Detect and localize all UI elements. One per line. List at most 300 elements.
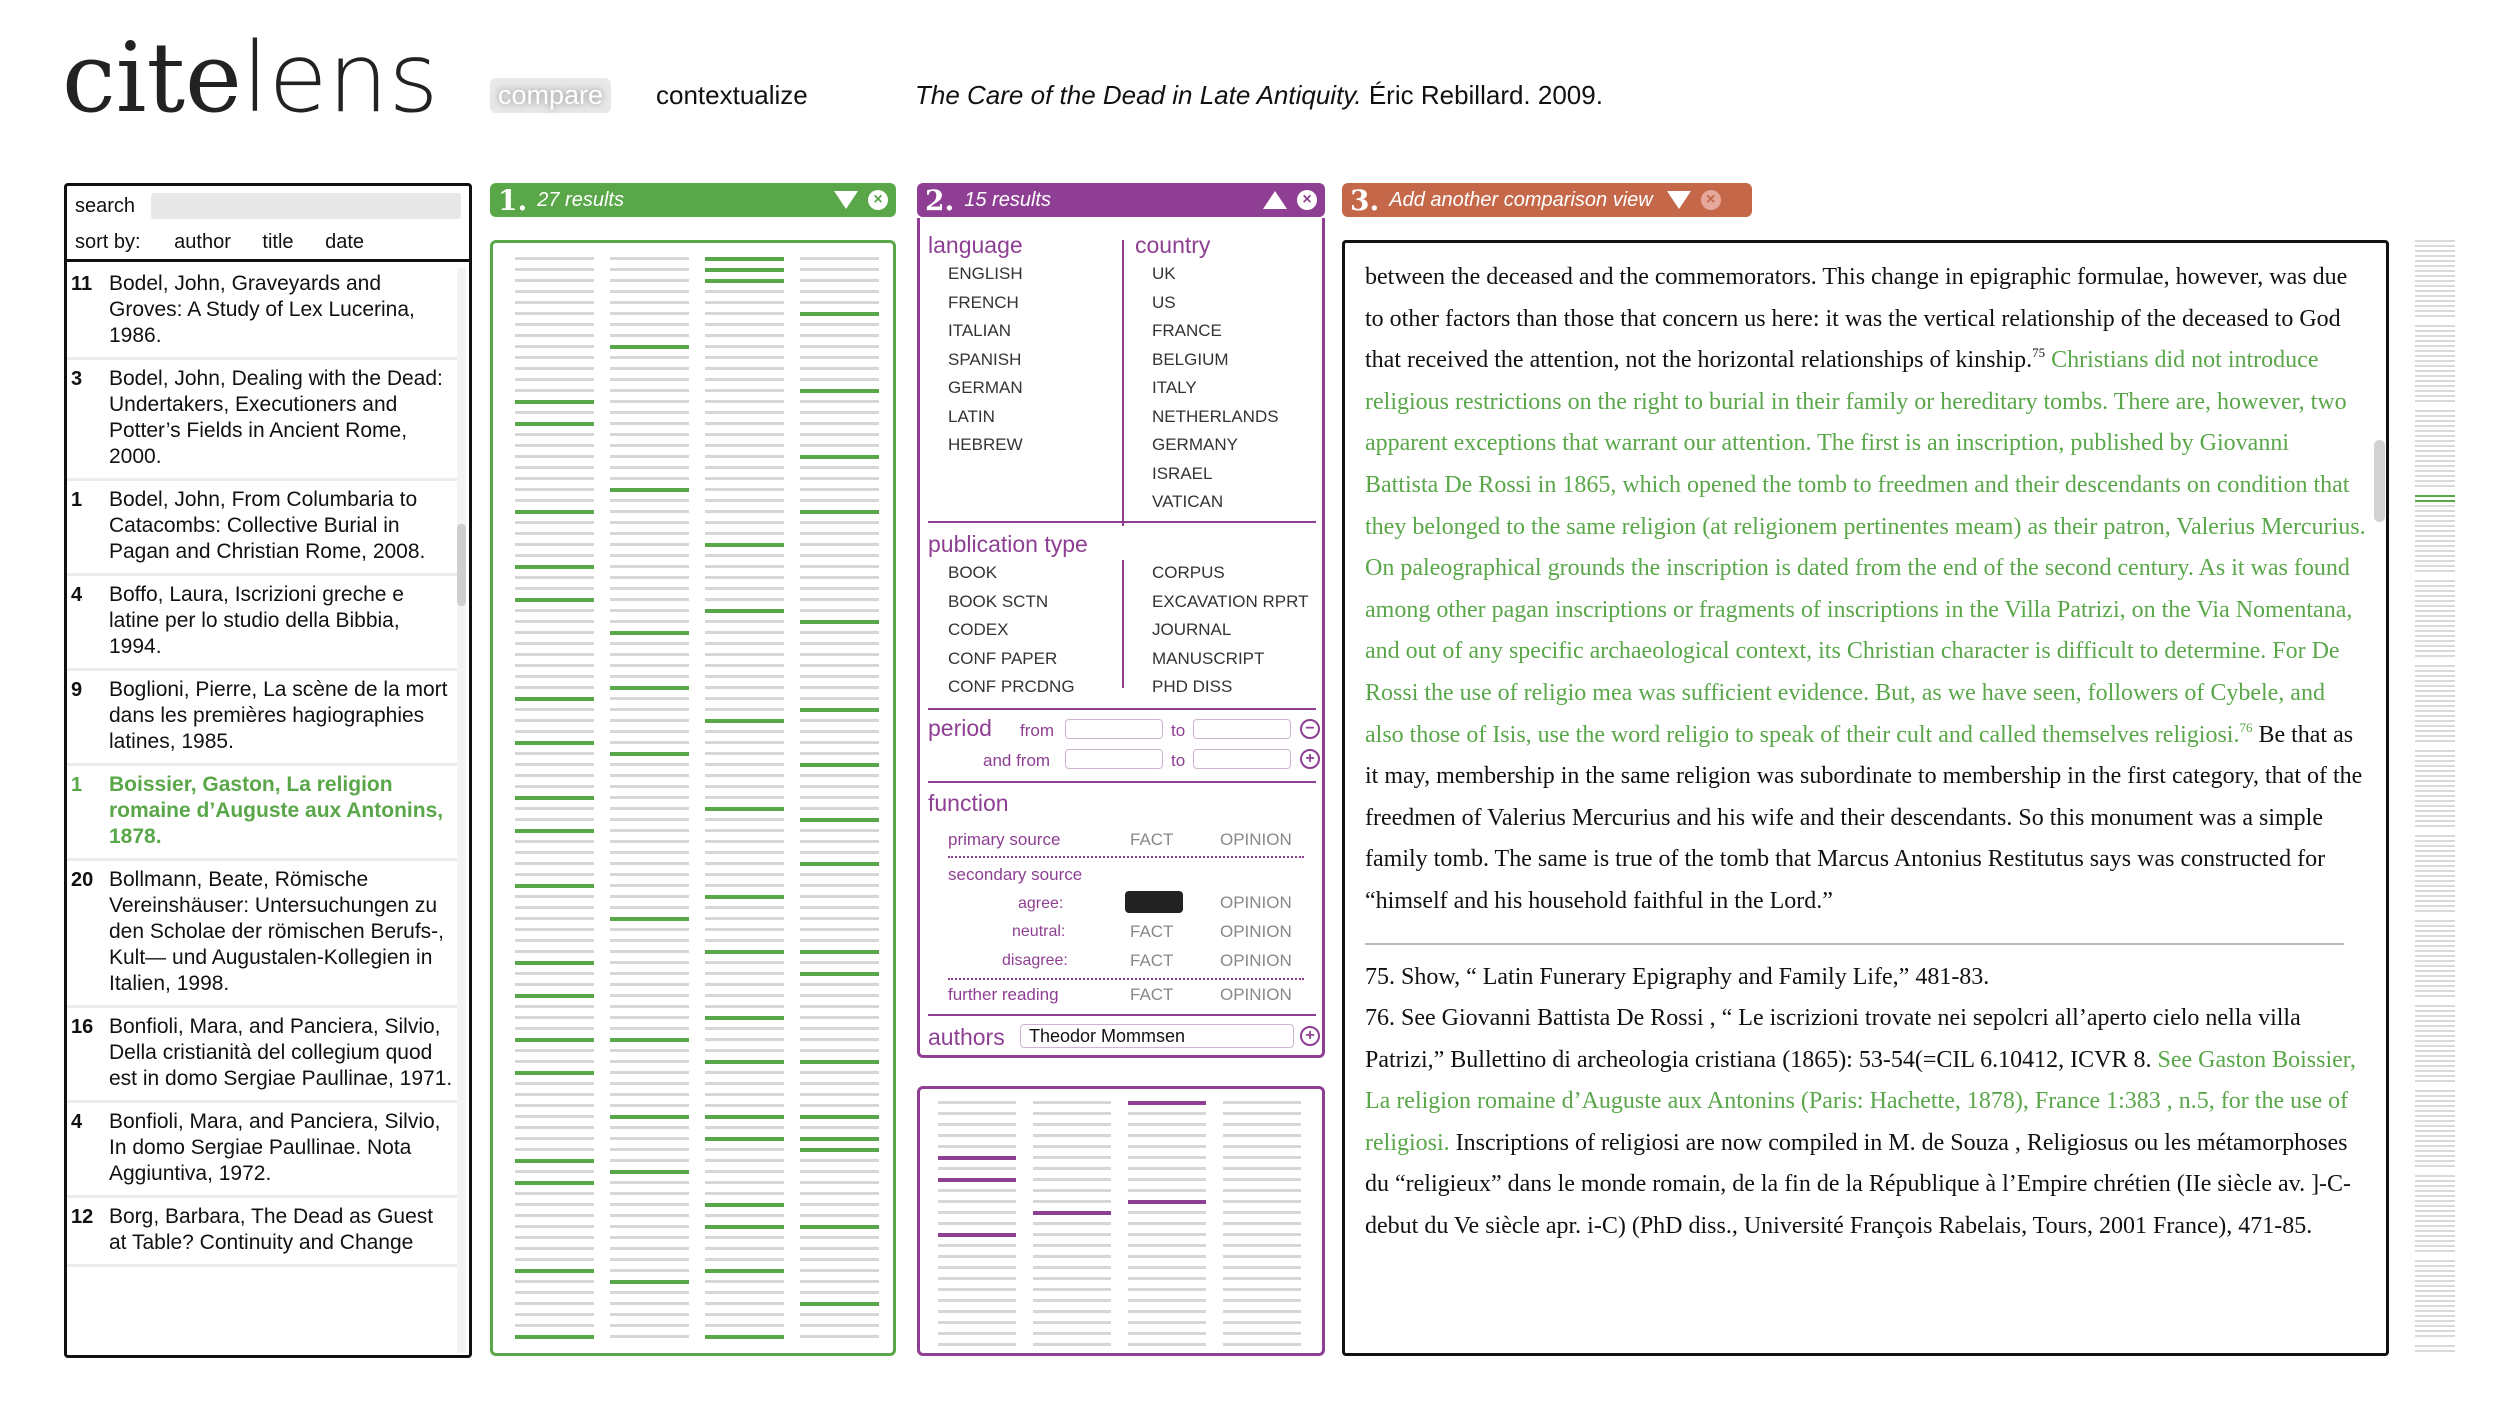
text-line (705, 829, 784, 832)
text-line (515, 1192, 594, 1195)
text-line (610, 400, 689, 403)
text-line (1033, 1233, 1111, 1236)
text-line (800, 840, 879, 843)
text-line (610, 1181, 689, 1184)
text-line (515, 620, 594, 623)
text-line (1128, 1112, 1206, 1115)
minimap-line (2415, 915, 2455, 917)
close-icon[interactable]: × (1297, 190, 1317, 210)
minimap-line (2415, 1115, 2455, 1117)
pubtype-option[interactable]: CONF PRCDNG (948, 677, 1075, 696)
minimap-line (2415, 645, 2455, 647)
minimap-line (2415, 1040, 2455, 1042)
result-count: 16 (71, 1016, 94, 1038)
text-line (705, 521, 784, 524)
text-line (515, 752, 594, 755)
highlight-line (515, 884, 594, 888)
text-line (515, 1148, 594, 1151)
result-item[interactable] (67, 481, 459, 576)
text-line (1033, 1343, 1111, 1346)
minimap-line (2415, 865, 2455, 867)
text-line (1128, 1123, 1206, 1126)
text-line (705, 1126, 784, 1129)
disagree-fact-option[interactable]: FACT (1130, 951, 1174, 970)
period-and-from-input[interactable] (1065, 749, 1163, 769)
highlight-line (515, 697, 594, 701)
text-line (800, 499, 879, 502)
text-line (1033, 1167, 1111, 1170)
view-1-header[interactable] (490, 183, 896, 217)
country-option[interactable]: NETHERLANDS (1152, 406, 1279, 426)
text-line (1033, 1200, 1111, 1203)
highlight-line (800, 708, 879, 712)
search-panel (64, 183, 472, 1358)
minimap-line (2415, 580, 2455, 582)
text-line (705, 565, 784, 568)
text-line (515, 466, 594, 469)
text-line (800, 521, 879, 524)
text-line (515, 1093, 594, 1096)
result-item[interactable] (67, 576, 459, 671)
text-line (515, 730, 594, 733)
text-line (800, 752, 879, 755)
author-filter-input[interactable]: Theodor Mommsen (1020, 1024, 1294, 1048)
text-line (515, 807, 594, 810)
highlight-line (610, 631, 689, 635)
text-line (705, 1093, 784, 1096)
view-1-strip-graphic[interactable] (493, 243, 893, 1353)
text-line (800, 1082, 879, 1085)
text-line (705, 1038, 784, 1041)
text-line (705, 554, 784, 557)
result-count: 12 (71, 1206, 94, 1228)
text-line (515, 257, 594, 260)
text-line (800, 466, 879, 469)
text-line (705, 598, 784, 601)
highlight-line (610, 686, 689, 690)
text-line (1128, 1178, 1206, 1181)
period-to-input[interactable] (1193, 719, 1291, 739)
text-line (515, 609, 594, 612)
neutral-fact-option[interactable]: FACT (1130, 922, 1174, 941)
minimap-line (2415, 570, 2455, 572)
highlight-line (705, 1137, 784, 1141)
result-item[interactable] (67, 671, 459, 766)
text-line (515, 378, 594, 381)
text-line (515, 1005, 594, 1008)
text-paragraph (1365, 257, 2368, 923)
country-option[interactable]: US (1152, 292, 1176, 312)
result-item[interactable] (67, 1198, 459, 1267)
text-line (800, 433, 879, 436)
search-label: search (75, 195, 136, 217)
search-input[interactable] (151, 193, 461, 219)
text-line (800, 1280, 879, 1283)
text-line (800, 1269, 879, 1272)
text-line (800, 719, 879, 722)
highlight-line (705, 1225, 784, 1229)
minimap-line (2415, 415, 2455, 417)
highlight-line (938, 1178, 1016, 1182)
result-item[interactable] (67, 360, 459, 481)
country-option[interactable]: FRANCE (1152, 321, 1222, 340)
minimap-line (2415, 730, 2455, 732)
text-line (705, 411, 784, 414)
pubtype-option[interactable]: EXCAVATION RPRT (1152, 591, 1309, 611)
minimap-line (2415, 1030, 2455, 1032)
text-line (1223, 1101, 1301, 1104)
minimap-line (2415, 800, 2455, 802)
text-line (800, 785, 879, 788)
text-line (610, 939, 689, 942)
language-option[interactable]: HEBREW (948, 435, 1023, 454)
text-line (610, 763, 689, 766)
minimap-line (2415, 680, 2455, 682)
dropdown-icon[interactable] (1667, 191, 1691, 209)
filter-divider (1122, 560, 1124, 688)
language-option[interactable]: ENGLISH (948, 264, 1023, 283)
language-option[interactable]: FRENCH (948, 292, 1019, 312)
text-line (610, 697, 689, 700)
pubtype-option[interactable]: PHD DISS (1152, 677, 1233, 696)
text-line (705, 477, 784, 480)
minimap-line (2415, 250, 2455, 252)
text-line (705, 873, 784, 876)
text-line (610, 1302, 689, 1305)
text-line (800, 422, 879, 425)
sort-date[interactable]: date (325, 231, 365, 253)
text-line (610, 851, 689, 854)
minimap-line (2415, 360, 2455, 362)
result-citation: Boffo, Laura, Iscrizioni greche e latine per lo studio della Bibbia, 1994. (109, 583, 404, 658)
pubtype-option[interactable]: BOOK (948, 563, 998, 582)
sort-title[interactable]: title (262, 231, 294, 253)
text-line (705, 763, 784, 766)
text-line (610, 598, 689, 601)
minimap-line (2415, 755, 2455, 757)
highlight-line (515, 598, 594, 602)
country-option[interactable]: BELGIUM (1152, 349, 1229, 369)
minimap-line (2415, 725, 2455, 727)
minimap-line (2415, 945, 2455, 947)
text-scrollbar-thumb[interactable] (2374, 440, 2385, 522)
text-line (610, 807, 689, 810)
minimap-line (2415, 290, 2455, 292)
text-line (610, 840, 689, 843)
text-line (515, 587, 594, 590)
document-minimap[interactable] (2413, 238, 2457, 1356)
close-icon[interactable]: × (868, 190, 888, 210)
remove-period-icon[interactable]: − (1300, 719, 1320, 739)
pubtype-option[interactable]: MANUSCRIPT (1152, 648, 1265, 668)
minimap-line (2415, 745, 2455, 747)
nav-contextualize[interactable]: contextualize (656, 80, 808, 110)
text-line (610, 532, 689, 535)
book-title (915, 80, 1603, 111)
minimap-line (2415, 1000, 2455, 1002)
minimap-line (2415, 890, 2455, 892)
text-highlight-green[interactable]: Christians did not introduce religious restrictions on the right to burial in their family or hereditary tombs. There are, however, two apparent exceptions that warrant our attention. The first is an inscription, published by Giovanni Battista De Rossi in 1865, which opened the tomb to freedmen and their descendants on condition that they belonged to the same religion (at religionem pertinentes meam) as their patron, Valerius Mercurius. On paleographical grounds the inscription is dated from the end of the second century. As it was found among other pagan inscriptions or fragments of inscriptions in the Villa Patrizi, on the Via Nomentana, and out of any specific archaeological context, its Christian character is difficult to determine. For De Rossi the use of religio mea was sufficient evidence. But, as we have seen, followers of Cybele, and also those of Isis, use the word religio to speak of their cult and called themselves religiosi. (1365, 347, 2366, 748)
country-option[interactable]: ITALY (1152, 378, 1197, 397)
minimap-line (2415, 350, 2455, 352)
country-option[interactable]: ISRAEL (1152, 463, 1213, 483)
minimap-line (2415, 310, 2455, 312)
text-line (705, 378, 784, 381)
minimap-line (2415, 1120, 2455, 1122)
text-line (705, 312, 784, 315)
highlight-line (800, 862, 879, 866)
filter-divider (928, 521, 1316, 523)
text-line (515, 631, 594, 634)
period-and-to-input[interactable] (1193, 749, 1291, 769)
minimap-line (2415, 785, 2455, 787)
pubtype-option[interactable]: JOURNAL (1152, 620, 1232, 639)
minimap-line (2415, 805, 2455, 807)
period-to-label: to (1171, 721, 1186, 740)
text-line (800, 664, 879, 667)
period-and-to-label: to (1171, 751, 1186, 770)
view-2-header[interactable] (917, 183, 1325, 217)
minimap-line (2415, 485, 2455, 487)
text-line (800, 642, 879, 645)
result-item[interactable] (67, 861, 459, 1008)
minimap-line (2415, 1180, 2455, 1182)
text-line (610, 1016, 689, 1019)
primary-fact-option[interactable]: FACT (1130, 830, 1174, 849)
text-line (610, 1082, 689, 1085)
text-line (938, 1167, 1016, 1170)
expand-icon[interactable] (1263, 191, 1287, 209)
view-1-document-strips[interactable] (490, 240, 896, 1356)
text-line (705, 972, 784, 975)
text-line (1128, 1167, 1206, 1170)
pubtype-option[interactable]: CONF PAPER (948, 648, 1058, 668)
text-line (705, 290, 784, 293)
primary-opinion-option[interactable]: OPINION (1220, 830, 1292, 849)
text-line (515, 477, 594, 480)
footnote-76-highlight[interactable]: See Gaston Boissier, La religion romaine d’Auguste aux Antonins (Paris: Hachette, 1878), France 1:383 , n.5, for the use of religiosi. (1365, 1046, 2356, 1156)
text-line (1033, 1332, 1111, 1335)
disagree-label: disagree: (1002, 952, 1068, 969)
text-line (515, 939, 594, 942)
minimap-line (2415, 960, 2455, 962)
view-3-header[interactable] (1342, 183, 1752, 217)
text-line (1128, 1222, 1206, 1225)
text-line (705, 1104, 784, 1107)
pubtype-option[interactable]: CODEX (948, 620, 1009, 639)
text-line (938, 1299, 1016, 1302)
footnote-ref-75[interactable]: 75 (2032, 345, 2046, 361)
text-line (515, 862, 594, 865)
minimap-line (2415, 1330, 2455, 1332)
further-fact-option[interactable]: FACT (1130, 985, 1174, 1004)
close-icon[interactable]: × (1701, 190, 1721, 210)
highlight-line (800, 510, 879, 514)
minimap-line (2415, 410, 2455, 412)
footnote-76-b: Inscriptions of religiosi are now compiled in M. de Souza , Religiosus ou les métamorphoses du “religieux” dans le monde romain, de la fin de la République à l’Empire chrétien (IIe siècle av. ]-C-debut du Ve siècle apr. i-C) (PhD diss., Université François Rabelais, Tours, 2001 France), 471-85. (1365, 1129, 2352, 1240)
language-option[interactable]: SPANISH (948, 349, 1022, 369)
footnote-75: 75. Show, “ Latin Funerary Epigraphy and Family Life,” 481-83. (1365, 963, 1990, 990)
text-line (800, 268, 879, 271)
view-2-strip-graphic[interactable] (920, 1089, 1322, 1353)
minimap-line (2415, 375, 2455, 377)
minimap-line (2415, 625, 2455, 627)
pubtype-option[interactable]: CORPUS (1152, 563, 1225, 582)
text-line (800, 411, 879, 414)
text-line (515, 983, 594, 986)
minimap-line (2415, 420, 2455, 422)
text-black-1: between the deceased and the commemorators. This change in epigraphic formulae, however, was due to other factors than those that concern us here: it was the vertical relationship of the deceased to God that received the attention, not the horizontal relationships of kinship. (1365, 264, 2348, 374)
text-line (800, 367, 879, 370)
collapse-icon[interactable] (834, 191, 858, 209)
minimap-line (2415, 430, 2455, 432)
minimap-line (2415, 1020, 2455, 1022)
highlight-line (1033, 1211, 1111, 1215)
highlight-line (800, 620, 879, 624)
result-scrollbar[interactable] (457, 268, 466, 1353)
sort-author[interactable]: author (174, 231, 231, 253)
text-line (1223, 1255, 1301, 1258)
highlight-line (800, 1115, 879, 1119)
text-line (705, 675, 784, 678)
language-option[interactable]: LATIN (948, 406, 995, 426)
text-line (705, 433, 784, 436)
minimap-line (2415, 1050, 2455, 1052)
view-2-label: 15 results (964, 188, 1051, 211)
country-option[interactable]: UK (1152, 264, 1176, 283)
text-line (1128, 1277, 1206, 1280)
text-line (1128, 1134, 1206, 1137)
text-line (610, 961, 689, 964)
text-line (800, 598, 879, 601)
text-line (705, 906, 784, 909)
filter-authors-heading: authors (928, 1024, 1005, 1050)
text-line (515, 873, 594, 876)
highlight-line (610, 1038, 689, 1042)
text-line (705, 664, 784, 667)
minimap-line (2415, 1150, 2455, 1152)
text-line (515, 1302, 594, 1305)
nav-compare[interactable]: compare (490, 78, 611, 113)
text-line (800, 345, 879, 348)
result-citation: Boissier, Gaston, La religion romaine d’Auguste aux Antonins, 1878. (109, 773, 444, 848)
further-opinion-option[interactable]: OPINION (1220, 985, 1292, 1004)
disagree-opinion-option[interactable]: OPINION (1220, 951, 1292, 970)
text-line (515, 521, 594, 524)
text-line (705, 345, 784, 348)
minimap-line (2415, 530, 2455, 532)
citelens-logo: citelens (62, 22, 439, 134)
minimap-line (2415, 490, 2455, 492)
text-line (938, 1101, 1016, 1104)
text-line (610, 378, 689, 381)
minimap-line (2415, 550, 2455, 552)
minimap-line (2415, 735, 2455, 737)
text-line (938, 1255, 1016, 1258)
result-count: 20 (71, 869, 94, 891)
language-option[interactable]: GERMAN (948, 378, 1023, 397)
text-line (515, 1060, 594, 1063)
text-line (610, 884, 689, 887)
minimap-line (2415, 1015, 2455, 1017)
text-line (515, 1291, 594, 1294)
text-line (610, 675, 689, 678)
minimap-line (2415, 1235, 2455, 1237)
minimap-line (2415, 920, 2455, 922)
text-line (938, 1288, 1016, 1291)
minimap-line (2415, 650, 2455, 652)
agree-fact-toggle-selected[interactable] (1125, 891, 1183, 913)
result-item[interactable] (67, 1008, 459, 1103)
text-line (800, 1126, 879, 1129)
minimap-line (2415, 860, 2455, 862)
minimap-line (2415, 435, 2455, 437)
view-3-label: Add another comparison view (1389, 188, 1653, 211)
language-option[interactable]: ITALIAN (948, 321, 1011, 340)
text-line (610, 422, 689, 425)
result-item[interactable] (67, 1103, 459, 1198)
result-citation: Bonfioli, Mara, and Panciera, Silvio, Della cristianità del collegium quod est in domo Sergiae Paullinae, 1971. (109, 1015, 453, 1090)
text-line (1223, 1288, 1301, 1291)
dotted-divider (948, 978, 1304, 980)
pubtype-option[interactable]: BOOK SCTN (948, 591, 1049, 611)
text-line (610, 1313, 689, 1316)
filter-divider (928, 708, 1316, 710)
view-2-document-strips[interactable] (917, 1086, 1325, 1356)
highlight-line (800, 1148, 879, 1152)
view-2-filters (917, 218, 1325, 1058)
minimap-line (2415, 710, 2455, 712)
country-option[interactable]: VATICAN (1152, 492, 1224, 511)
text-line (1223, 1189, 1301, 1192)
text-line (800, 323, 879, 326)
highlight-line (1128, 1200, 1206, 1204)
result-scrollbar-thumb[interactable] (457, 524, 466, 606)
period-from-input[interactable] (1065, 719, 1163, 739)
country-option[interactable]: GERMANY (1152, 435, 1238, 454)
text-line (800, 1170, 879, 1173)
text-line (1128, 1211, 1206, 1214)
text-line (938, 1123, 1016, 1126)
neutral-opinion-option[interactable]: OPINION (1220, 922, 1292, 941)
text-line (800, 1016, 879, 1019)
text-line (705, 1291, 784, 1294)
minimap-line (2415, 385, 2455, 387)
minimap-line (2415, 510, 2455, 512)
result-count: 1 (71, 489, 83, 511)
minimap-line (2415, 330, 2455, 332)
minimap-line (2415, 985, 2455, 987)
text-line (705, 1313, 784, 1316)
add-author-icon[interactable]: + (1300, 1026, 1320, 1046)
minimap-line (2415, 840, 2455, 842)
text-line (800, 609, 879, 612)
text-line (938, 1222, 1016, 1225)
footnote-ref-76[interactable]: 76 (2239, 719, 2253, 735)
text-line (515, 818, 594, 821)
text-line (938, 1266, 1016, 1269)
highlight-line (515, 829, 594, 833)
add-period-icon[interactable]: + (1300, 749, 1320, 769)
text-line (1223, 1332, 1301, 1335)
result-item[interactable] (67, 265, 459, 360)
agree-opinion-option[interactable]: OPINION (1220, 893, 1292, 912)
result-item[interactable] (67, 766, 459, 861)
text-line (1128, 1189, 1206, 1192)
text-line (610, 367, 689, 370)
text-line (705, 939, 784, 942)
text-line (610, 499, 689, 502)
